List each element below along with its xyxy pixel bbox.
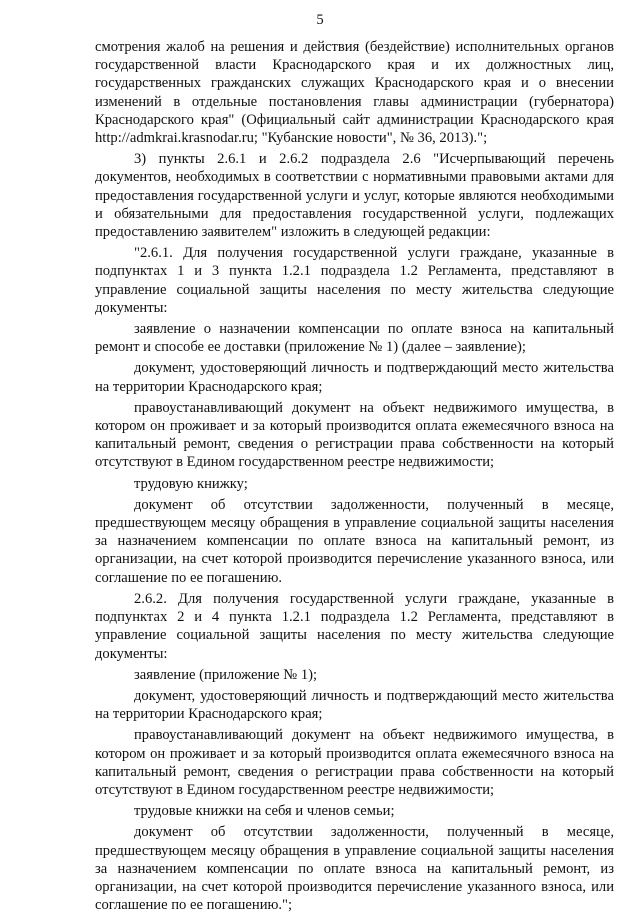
- list-item-identity-document: документ, удостоверяющий личность и подтверждающий место жительства на территории Краснодарского края;: [95, 360, 614, 395]
- list-item-no-debt-document: документ об отсутствии задолженности, полученный в месяце, предшествующем месяцу обращения в управление социальной защиты населения за назначением компенсации по оплате взноса на капитальный ремонт, из организации, на счет которой производится перечисление указанного взноса, или соглашение по ее погашению.: [95, 496, 614, 586]
- list-item-application: заявление о назначении компенсации по оплате взноса на капитальный ремонт и способе ее доставки (приложение № 1) (далее – заявление);: [95, 321, 614, 356]
- document-body: [95, 38, 614, 917]
- paragraph-continuation: смотрения жалоб на решения и действия (бездействие) исполнительных органов государственной власти Краснодарского края и их должностных лиц, государственных гражданских служащих Краснодарского края и о внесении изменений в отдельные постановления главы администрации (губернатора) Краснодарского края" (Официальный сайт администрации Краснодарского края http://admkrai.krasnodar.ru; "Кубанские новости", № 36, 2013).";: [95, 39, 614, 147]
- paragraph-2-6-1: "2.6.1. Для получения государственной услуги граждане, указанные в подпунктах 1 и 3 пункта 1.2.1 подраздела 1.2 Регламента, представляют в управление социальной защиты населения по месту жительства следующие документы:: [95, 245, 614, 316]
- list-item-title-document: правоустанавливающий документ на объект недвижимого имущества, в котором он проживает и за который производится оплата ежемесячного взноса на капитальный ремонт, сведения о регистрации права собственности на который отсутствуют в Едином государственном реестре недвижимости;: [95, 727, 614, 798]
- page-number: 5: [316, 12, 324, 28]
- list-item-employment-books: трудовые книжки на себя и членов семьи;: [134, 803, 395, 820]
- list-item-employment-book: трудовую книжку;: [134, 475, 248, 492]
- paragraph-item-3: 3) пункты 2.6.1 и 2.6.2 подраздела 2.6 "Исчерпывающий перечень документов, необходимых в соответствии с нормативными правовыми актами для предоставления государственной услуги и услуг, которые являются необходимыми и обязательными для предоставления государственной услуги, подлежащих предоставлению заявителем" изложить в следующей редакции:: [95, 151, 614, 241]
- list-item-application: заявление (приложение № 1);: [134, 666, 318, 683]
- list-item-no-debt-document: документ об отсутствии задолженности, полученный в месяце, предшествующем месяцу обращения в управление социальной защиты населения за назначением компенсации по оплате взноса на капитальный ремонт, из организации, на счет которой производится перечисление указанного взноса, или соглашение по ее погашению.";: [95, 824, 614, 914]
- list-item-identity-document: документ, удостоверяющий личность и подтверждающий место жительства на территории Краснодарского края;: [95, 687, 614, 723]
- paragraph-2-6-2: 2.6.2. Для получения государственной услуги граждане, указанные в подпунктах 2 и 4 пункта 1.2.1 подраздела 1.2 Регламента, представляют в управление социальной защиты населения по месту жительства следующие документы:: [95, 590, 614, 662]
- list-item-title-document: правоустанавливающий документ на объект недвижимого имущества, в котором он проживает и за который производится оплата ежемесячного взноса на капитальный ремонт, сведения о регистрации права собственности на который отсутствуют в Едином государственном реестре недвижимости;: [95, 399, 614, 471]
